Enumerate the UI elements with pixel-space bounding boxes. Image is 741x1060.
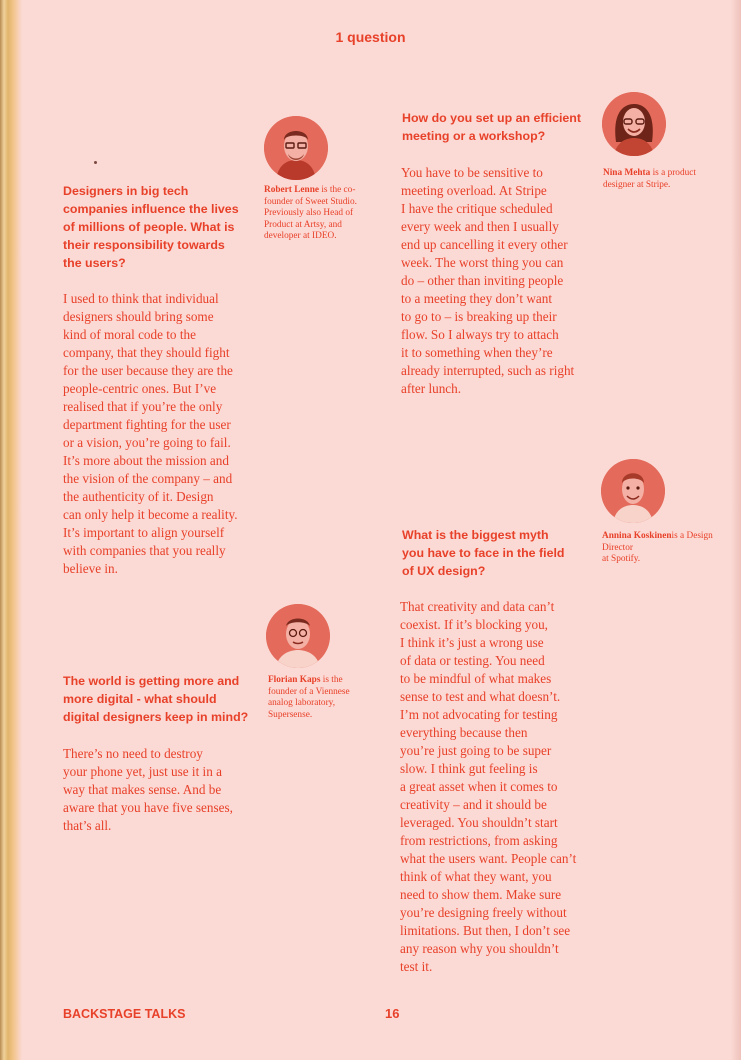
page-number: 16	[385, 1006, 400, 1021]
text-line: Designers in big tech	[63, 184, 189, 198]
text-line: end up cancelling it every other	[401, 237, 568, 252]
text-line: creativity – and it should be	[400, 797, 547, 812]
text-line: digital designers keep in mind?	[63, 710, 249, 724]
bio-line: analog laboratory,	[268, 698, 336, 708]
stray-dot	[94, 161, 97, 164]
bio-nina	[603, 168, 723, 191]
portrait-florian-kaps-avatar	[266, 604, 330, 668]
text-line: their responsibility towards	[63, 238, 225, 252]
text-line: It’s important to align yourself	[63, 525, 225, 540]
question-robert	[63, 182, 239, 272]
text-line: of data or testing. You need	[400, 653, 545, 668]
bio-line: Supersense.	[268, 709, 313, 720]
bio-name-florian: Florian Kaps	[268, 675, 321, 685]
text-line: How do you set up an efficient	[402, 111, 581, 125]
bio-line: Previously also Head of	[264, 208, 354, 218]
text-line: everything because then	[400, 725, 528, 740]
portrait-annina-icon	[601, 459, 665, 523]
bio-annina	[602, 531, 722, 566]
text-line: to go to – is breaking up their	[401, 309, 557, 324]
question-annina	[402, 526, 565, 580]
text-line: slow. I think gut feeling is	[400, 761, 538, 776]
text-line: test it.	[400, 959, 433, 974]
text-line: or a vision, you’re going to fail.	[63, 435, 231, 450]
text-line: coexist. If it’s blocking you,	[400, 617, 548, 632]
text-line: you have to face in the field	[402, 546, 565, 560]
text-line: realised that if you’re the only	[63, 399, 223, 414]
magazine-name: BACKSTAGE TALKS	[63, 1007, 186, 1021]
text-line: every week and then I usually	[401, 219, 559, 234]
bio-line: at Spotify.	[602, 554, 641, 564]
text-line: week. The worst thing you can	[401, 255, 564, 270]
text-line: meeting or a workshop?	[402, 129, 546, 143]
question-florian	[63, 672, 248, 726]
text-line: I have the critique scheduled	[401, 201, 553, 216]
question-nina	[402, 109, 581, 145]
portrait-annina-koskinen-avatar	[601, 459, 665, 523]
portrait-robert-icon	[264, 116, 328, 180]
text-line: sense to test and what doesn’t.	[400, 689, 561, 704]
text-line: of millions of people. What is	[63, 220, 235, 234]
text-line: believe in.	[63, 561, 118, 576]
text-line: your phone yet, just use it in a	[63, 764, 222, 779]
bio-line: is a Design Director	[602, 531, 713, 553]
text-line: the vision of the company – and	[63, 471, 233, 486]
text-line: it to something when they’re	[401, 345, 553, 360]
answer-robert	[63, 290, 238, 578]
portrait-nina-mehta-avatar	[602, 92, 666, 156]
answer-annina	[400, 598, 576, 976]
bio-name-nina: Nina Mehta	[603, 168, 651, 178]
text-line: flow. So I always try to attach	[401, 327, 559, 342]
bio-florian	[268, 675, 378, 721]
page-header: 1 question	[335, 29, 406, 45]
bio-line: is the co-	[319, 185, 356, 195]
bio-name-robert: Robert Lenne	[264, 185, 320, 195]
bio-line: developer at IDEO.	[264, 231, 337, 241]
text-line: do – other than inviting people	[401, 273, 564, 288]
text-line: you’re designing freely without	[400, 905, 567, 920]
text-line: with companies that you really	[63, 543, 226, 558]
portrait-nina-icon	[602, 92, 666, 156]
answer-florian	[63, 745, 233, 835]
text-line: designers should bring some	[63, 309, 214, 324]
text-line: way that makes sense. And be	[63, 782, 222, 797]
bio-line: is a product	[650, 168, 696, 178]
text-line: It’s more about the mission and	[63, 453, 229, 468]
text-line: for the user because they are the	[63, 363, 233, 378]
bio-line: founder of a Viennese	[268, 686, 350, 697]
bio-line: founder of Sweet Studio.	[264, 196, 357, 207]
text-line: any reason why you shouldn’t	[400, 941, 559, 956]
bio-name-annina: Annina Koskinen	[602, 531, 672, 541]
text-line: meeting overload. At Stripe	[401, 183, 547, 198]
text-line: can only help it become a reality.	[63, 507, 238, 522]
text-line: companies influence the lives	[63, 202, 239, 216]
text-line: from restrictions, from asking	[400, 833, 558, 848]
text-line: I used to think that individual	[63, 291, 219, 306]
text-line: people-centric ones. But I’ve	[63, 381, 217, 396]
portrait-robert-lenne-avatar	[264, 116, 328, 180]
text-line: that’s all.	[63, 818, 112, 833]
text-line: limitations. But then, I don’t see	[400, 923, 571, 938]
bio-line: designer at Stripe.	[603, 179, 671, 190]
portrait-florian-icon	[266, 604, 330, 668]
text-line: What is the biggest myth	[402, 528, 549, 542]
text-line: need to show them. Make sure	[400, 887, 562, 902]
text-line: a great asset when it comes to	[400, 779, 558, 794]
answer-nina	[401, 164, 574, 398]
text-line: the users?	[63, 256, 126, 270]
bio-line: Product at Artsy, and	[264, 219, 342, 230]
text-line: company, that they should fight	[63, 345, 230, 360]
text-line: The world is getting more and	[63, 674, 240, 688]
text-line: already interrupted, such as right	[401, 363, 575, 378]
binding-spine	[0, 0, 22, 1060]
text-line: aware that you have five senses,	[63, 800, 233, 815]
text-line: what the users want. People can’t	[400, 851, 577, 866]
text-line: to be mindful of what makes	[400, 671, 552, 686]
text-line: department fighting for the user	[63, 417, 231, 432]
text-line: of UX design?	[402, 564, 486, 578]
text-line: think of what they want, you	[400, 869, 552, 884]
text-line: leveraged. You shouldn’t start	[400, 815, 558, 830]
text-line: the authenticity of it. Design	[63, 489, 214, 504]
bio-robert	[264, 185, 384, 243]
text-line: more digital - what should	[63, 692, 217, 706]
text-line: That creativity and data can’t	[400, 599, 555, 614]
text-line: you’re just going to be super	[400, 743, 552, 758]
text-line: kind of moral code to the	[63, 327, 196, 342]
text-line: There’s no need to destroy	[63, 746, 203, 761]
text-line: I think it’s just a wrong use	[400, 635, 544, 650]
text-line: I’m not advocating for testing	[400, 707, 558, 722]
text-line: to a meeting they don’t want	[401, 291, 553, 306]
bio-line: is the	[320, 675, 343, 685]
page-edge-shadow	[731, 0, 741, 1060]
text-line: You have to be sensitive to	[401, 165, 543, 180]
text-line: after lunch.	[401, 381, 462, 396]
